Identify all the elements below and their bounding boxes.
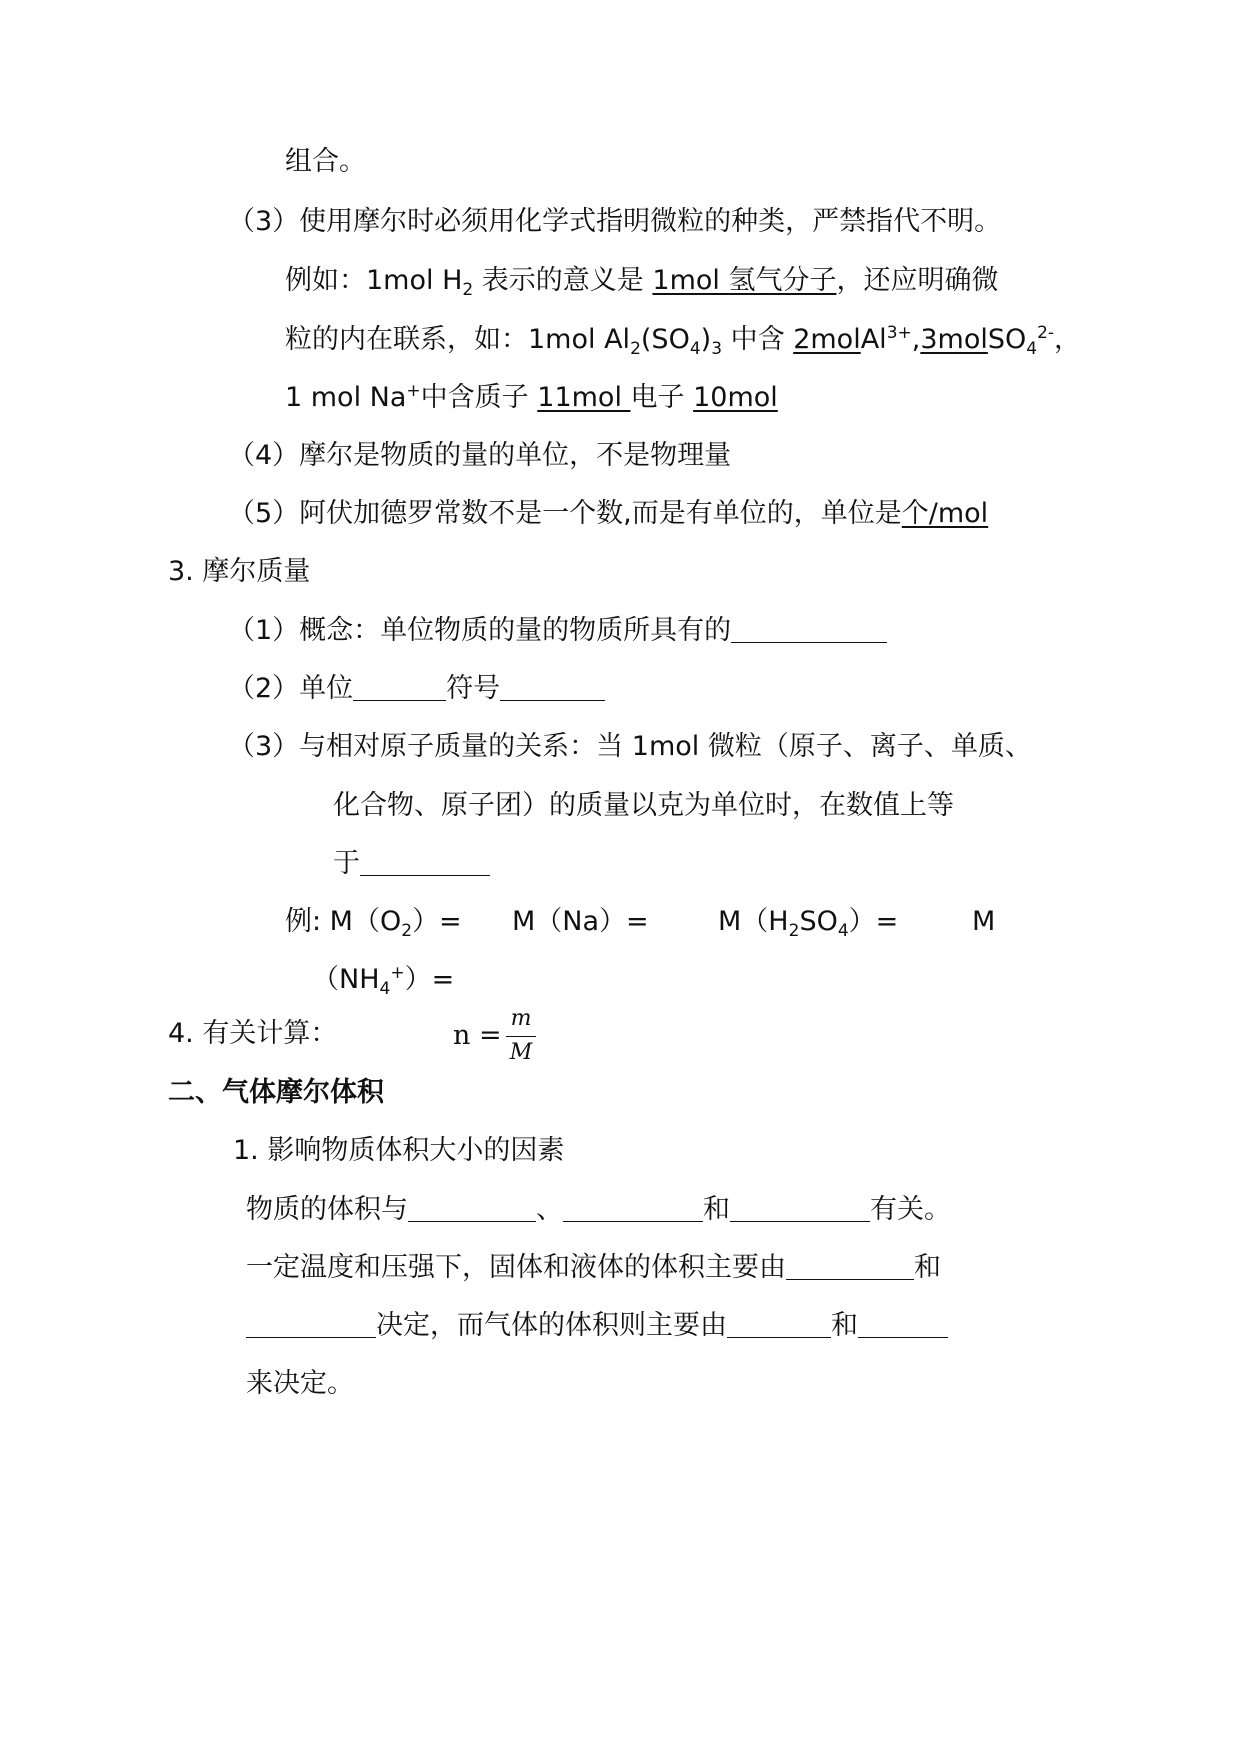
text-line: （2）单位 符号 [228, 669, 605, 709]
example-m-na: M（Na）= [512, 906, 649, 937]
fill-blank [786, 1249, 914, 1280]
text-line: 组合。 [285, 146, 366, 177]
fill-blank [353, 670, 446, 701]
text-line: 物质的体积与 、 和 有关。 [246, 1190, 951, 1230]
answer-underline: 11mol [537, 382, 631, 413]
text-line: （5）阿伏加德罗常数不是一个数,而是有单位的，单位是个/mol [228, 498, 989, 529]
text-line: 决定，而气体的体积则主要由 和 [246, 1306, 948, 1346]
text-line: 于 [333, 844, 490, 884]
fill-blank [360, 845, 490, 876]
text-line: 化合物、原子团）的质量以克为单位时，在数值上等 [333, 790, 954, 821]
formula-denominator: M [509, 1040, 533, 1065]
fill-blank [563, 1191, 703, 1222]
text-line: 1 mol Na+中含质子 11mol 电子 10mol [285, 381, 778, 413]
section-heading: 3. 摩尔质量 [168, 556, 311, 587]
text-line: （3）使用摩尔时必须用化学式指明微粒的种类，严禁指代不明。 [228, 206, 1002, 237]
answer-underline: 1mol 氢气分子 [652, 265, 837, 296]
answer-underline: 10mol [693, 382, 778, 413]
subsection-heading: 1. 影响物质体积大小的因素 [233, 1135, 565, 1166]
fill-blank [727, 1307, 831, 1338]
example-m-nh4: $(NH_4^+)=$ [312, 963, 455, 999]
example-m: M [972, 906, 996, 937]
text-line: （1）概念：单位物质的量的物质所具有的 [228, 611, 887, 651]
text-line: 粒的内在联系，如：1mol $Al_2(SO_4)_3$ 中含 2molAl$^{3+}$,3molSO$_4^{2-}$， [285, 323, 1082, 359]
text-line: 一定温度和压强下，固体和液体的体积主要由 和 [246, 1248, 941, 1288]
chapter-heading: 二、气体摩尔体积 [168, 1077, 384, 1108]
fill-blank [731, 612, 887, 643]
formula-numerator: m [510, 1006, 532, 1031]
fill-blank [500, 670, 605, 701]
text-line: （3）与相对原子质量的关系：当 1mol 微粒（原子、离子、单质、 [228, 731, 1032, 762]
fraction-bar [506, 1036, 536, 1037]
fill-blank [408, 1191, 536, 1222]
answer-underline: 个/mol [901, 498, 989, 529]
fill-blank [730, 1191, 870, 1222]
answer-underline: 3mol [920, 324, 988, 355]
text-line: 例如：1mol $H_2$ 表示的意义是 1mol 氢气分子，还应明确微 [285, 265, 999, 300]
fill-blank [246, 1307, 376, 1338]
fill-blank [858, 1307, 948, 1338]
example-m-o2: 例: $M(O_2)=$ [285, 906, 462, 941]
text-line: 来决定。 [246, 1368, 354, 1399]
text-line: （4）摩尔是物质的量的单位，不是物理量 [228, 440, 732, 471]
answer-underline: 2mol [793, 324, 861, 355]
formula-lhs: n = [453, 1020, 502, 1051]
section-heading: 4. 有关计算： [168, 1018, 338, 1049]
example-m-h2so4: $M(H_2SO_4)=$ [718, 906, 899, 941]
